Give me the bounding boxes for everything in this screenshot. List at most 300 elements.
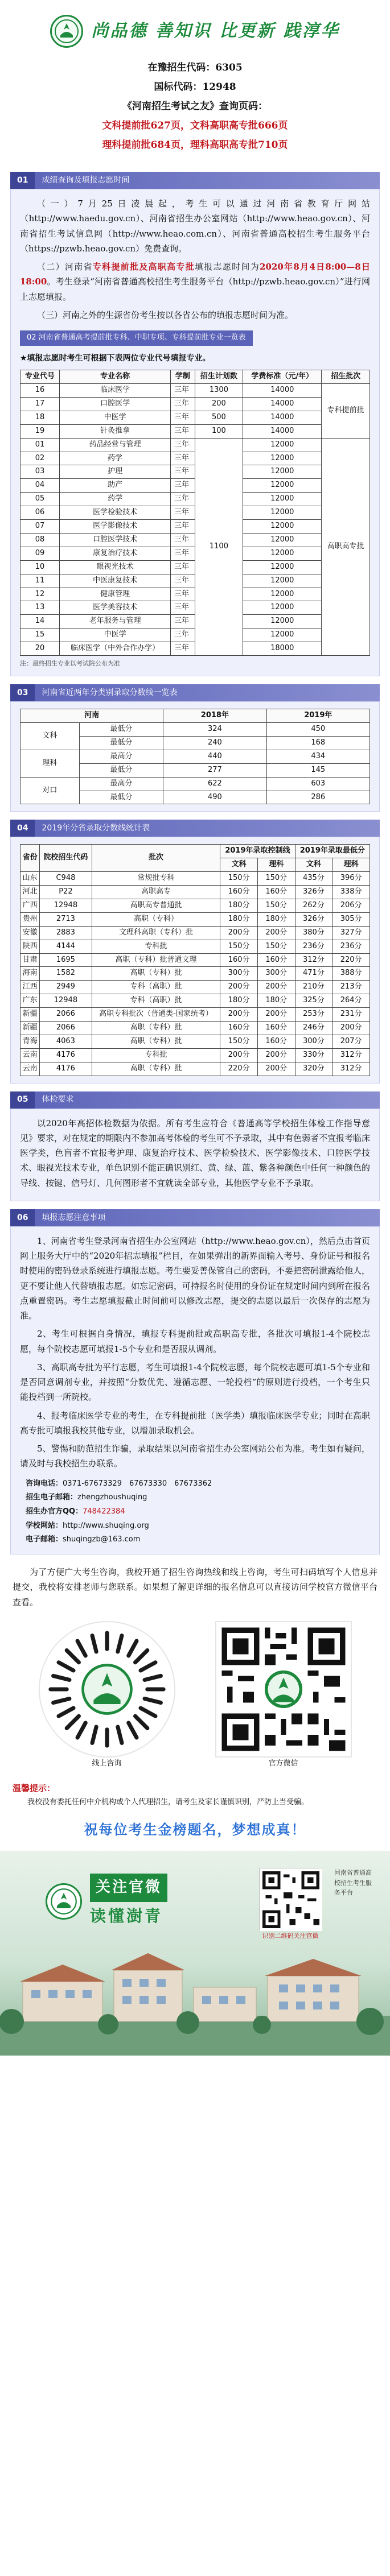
table-header-row xyxy=(20,709,370,723)
follow-block xyxy=(46,1874,167,1930)
cell-min-science: 396分 xyxy=(332,872,370,886)
cell-code: 2949 xyxy=(40,981,92,994)
tips-title: 温馨提示： xyxy=(13,1783,56,1793)
cell-name: 药学 xyxy=(60,493,171,506)
school-logo xyxy=(46,1883,82,1920)
cell-batch: 高职高专普通批 xyxy=(92,899,220,913)
col-min-score: 2019年录取最低分 xyxy=(295,845,370,858)
cell-min-arts: 326分 xyxy=(295,886,332,899)
cell-code: 01 xyxy=(20,438,60,452)
time-paragraph xyxy=(20,259,370,304)
cell-code: 4176 xyxy=(40,1062,92,1076)
cell-code: 04 xyxy=(20,479,60,493)
cell-name: 中医康复技术 xyxy=(60,574,171,588)
cell-control-arts: 200分 xyxy=(220,926,258,940)
cell-batch: 专科（高职）批 xyxy=(92,981,220,994)
province-score-body xyxy=(20,872,370,1076)
table-header-row xyxy=(20,370,370,384)
cell-code: C948 xyxy=(40,872,92,886)
contact-mail xyxy=(26,1533,370,1547)
note-4: 4、报考临床医学专业的考生，在专科提前批（医学类）填报临床医学专业；同时在高职高专批可填报我校其他专业，以增加录取机会。 xyxy=(20,1410,370,1436)
cell-code: 19 xyxy=(20,424,60,438)
cell-code: 10 xyxy=(20,560,60,574)
cell-min-science: 231分 xyxy=(332,1008,370,1022)
cell-years: 三年 xyxy=(171,493,195,506)
table-row xyxy=(20,899,370,913)
highlight-batch: 专科提前批及高职高专批 xyxy=(92,262,195,272)
cell-batch: 专科提前批 xyxy=(322,384,370,439)
contact-email xyxy=(26,1491,370,1505)
cell-min-science: 200分 xyxy=(332,1022,370,1035)
cell-control-science: 160分 xyxy=(257,1035,295,1048)
cell-min-arts: 312分 xyxy=(295,953,332,967)
qr-caption: 线上咨询 xyxy=(92,1759,122,1768)
table-row xyxy=(20,926,370,940)
cell-control-arts: 300分 xyxy=(220,967,258,981)
campus-illustration xyxy=(0,1947,390,2056)
cell-control-science: 150分 xyxy=(257,872,295,886)
cell-code: 12948 xyxy=(40,899,92,913)
cell-control-arts: 200分 xyxy=(220,1008,258,1022)
table-row xyxy=(20,967,370,981)
cell-province: 甘肃 xyxy=(20,953,40,967)
table-row xyxy=(20,872,370,886)
cell-control-science: 150分 xyxy=(257,940,295,953)
cell-years: 三年 xyxy=(171,384,195,398)
cell-min-science: 312分 xyxy=(332,1048,370,1062)
cell-batch: 常规批专科 xyxy=(92,872,220,886)
cell-min-science: 388分 xyxy=(332,967,370,981)
cell-name: 药学 xyxy=(60,452,171,465)
follow-subtitle: 读懂澍青 xyxy=(90,1906,163,1925)
national-code: 国标代码：12948 xyxy=(154,81,236,93)
section-title: 体检要求 xyxy=(42,1095,74,1105)
section-title: 成绩查询及填报志愿时间 xyxy=(42,175,130,185)
cell-control-science: 160分 xyxy=(257,886,295,899)
cell-code: 4144 xyxy=(40,940,92,953)
cell-min-arts: 253分 xyxy=(295,1008,332,1022)
cell-years: 三年 xyxy=(171,465,195,479)
cell-control-science: 180分 xyxy=(257,994,295,1008)
cell-years: 三年 xyxy=(171,398,195,411)
qr-online-consult[interactable] xyxy=(27,1621,187,1771)
text: 填报志愿时间为 xyxy=(194,262,260,272)
text: 。考生登录“河南省普通高校招生考生服务平台（http://pzwb.heao.gov.cn）”进行网上志愿填报。 xyxy=(20,276,370,302)
cell-min-science: 220分 xyxy=(332,953,370,967)
cell-item: 最高分 xyxy=(79,777,163,791)
cell-plan: 200 xyxy=(195,398,243,411)
miniprogram-code-icon[interactable] xyxy=(39,1621,175,1758)
contact-info xyxy=(20,1477,370,1547)
note-5: 5、警惕和防范招生诈骗，录取结果以河南省招生办公室网站公布为准。考生如有疑问，请及时与我校招生办联系。 xyxy=(20,1444,370,1469)
cell-2018: 622 xyxy=(163,777,266,791)
cell-code: 03 xyxy=(20,465,60,479)
table-row xyxy=(20,1035,370,1048)
table-row xyxy=(20,723,370,737)
cell-control-arts: 160分 xyxy=(220,1022,258,1035)
qq-value: 748422384 xyxy=(83,1507,125,1516)
section-02-header: 02 河南省普通高考提前批专科、中职专项、专科提前批专业一览表 xyxy=(20,330,253,346)
col-control-line: 2019年录取控制线 xyxy=(220,845,295,858)
cell-min-arts: 330分 xyxy=(295,1048,332,1062)
arts-pages: 文科提前批627页，文科高职高专批666页 xyxy=(102,120,288,131)
section-title: 河南省近两年分类别录取分数线一览表 xyxy=(42,688,178,697)
cell-years: 三年 xyxy=(171,479,195,493)
cell-control-science: 200分 xyxy=(257,1008,295,1022)
cell-min-arts: 300分 xyxy=(295,1035,332,1048)
website-link[interactable]: http://www.shuqing.org xyxy=(63,1521,149,1530)
table-row xyxy=(20,438,370,452)
cell-code: 4176 xyxy=(40,1048,92,1062)
other-province-paragraph: （三）河南之外的生源省份考生按以各省公布的填报志愿时间为准。 xyxy=(37,309,294,320)
cell-fee: 12000 xyxy=(243,438,322,452)
cell-control-arts: 180分 xyxy=(220,994,258,1008)
cell-code: 11 xyxy=(20,574,60,588)
cell-name: 助产 xyxy=(60,479,171,493)
cell-years: 三年 xyxy=(171,452,195,465)
cell-control-science: 200分 xyxy=(257,981,295,994)
cell-code: 16 xyxy=(20,384,60,398)
cell-min-science: 305分 xyxy=(332,912,370,926)
cell-batch: 高职（专科）批 xyxy=(92,967,220,981)
cell-control-science: 200分 xyxy=(257,1062,295,1076)
tips xyxy=(13,1781,377,1809)
cell-control-science: 160分 xyxy=(257,1022,295,1035)
cell-batch: 高职（专科）批普通文理 xyxy=(92,953,220,967)
cell-years: 三年 xyxy=(171,424,195,438)
table-row xyxy=(20,1062,370,1076)
qr-code-icon[interactable] xyxy=(259,1868,322,1930)
wish-banner: 祝每位考生金榜题名，梦想成真！ xyxy=(84,1821,306,1838)
cell-fee: 14000 xyxy=(243,411,322,424)
follow-title: 关注官微 xyxy=(90,1874,167,1902)
school-logo xyxy=(50,15,83,48)
col-science: 理科 xyxy=(257,858,295,872)
cell-item: 最低分 xyxy=(79,791,163,804)
cell-control-science: 180分 xyxy=(257,912,295,926)
cell-2019: 286 xyxy=(266,791,370,804)
qr-row xyxy=(0,1621,390,1771)
major-table-body xyxy=(20,384,370,656)
table-lead: ★填报志愿时考生可根据下表两位专业代号填报专业。 xyxy=(20,353,211,363)
cell-province: 云南 xyxy=(20,1048,40,1062)
table-row xyxy=(20,398,370,411)
cell-min-arts: 325分 xyxy=(295,994,332,1008)
cell-fee: 14000 xyxy=(243,398,322,411)
provincial-code: 在豫招生代码：6305 xyxy=(147,62,243,73)
cell-province: 新疆 xyxy=(20,1008,40,1022)
cell-min-science: 213分 xyxy=(332,981,370,994)
cell-code: 18 xyxy=(20,411,60,424)
table-header-row xyxy=(20,845,370,858)
cell-years: 三年 xyxy=(171,601,195,615)
table-row xyxy=(20,1008,370,1022)
cell-fee: 12000 xyxy=(243,533,322,547)
cell-fee: 12000 xyxy=(243,588,322,601)
cell-control-arts: 220分 xyxy=(220,1062,258,1076)
cell-code: 17 xyxy=(20,398,60,411)
qr-code-icon[interactable] xyxy=(215,1621,352,1758)
table-row xyxy=(20,424,370,438)
cell-fee: 12000 xyxy=(243,506,322,520)
section-number: 05 xyxy=(10,1091,35,1109)
cell-province: 云南 xyxy=(20,1062,40,1076)
cell-batch: 高职（专科）批 xyxy=(92,1062,220,1076)
province-score-table xyxy=(20,844,370,1076)
cell-min-arts: 236分 xyxy=(295,940,332,953)
query-paragraph: （一）7月25日凌晨起，考生可以通过河南省教育厅网站（http://www.haedu.gov.cn）、河南省招生办公室网站（http://www.heao.gov.cn）、河南省招生考试信息网（http://www.heao.com.cn）、河南省普通高校招生考生服务平台（https://pzwb.heao.gov.cn）免费查询。 xyxy=(20,199,370,254)
cell-2018: 240 xyxy=(163,736,266,750)
col-arts: 文科 xyxy=(220,858,258,872)
cell-plan: 1100 xyxy=(195,438,243,655)
cell-code: 20 xyxy=(20,642,60,656)
cell-province: 山东 xyxy=(20,872,40,886)
cell-2018: 277 xyxy=(163,763,266,777)
cell-min-arts: 320分 xyxy=(295,1062,332,1076)
admission-codes xyxy=(0,53,390,164)
cell-fee: 12000 xyxy=(243,547,322,560)
cell-batch: 高职专科批次（普通类-国家统考） xyxy=(92,1008,220,1022)
section-05-body xyxy=(10,1109,380,1201)
cell-years: 三年 xyxy=(171,629,195,642)
footer-banner xyxy=(0,1851,390,2056)
cell-name: 临床医学（中外合作办学） xyxy=(60,642,171,656)
table-row xyxy=(20,777,370,791)
cell-2019: 434 xyxy=(266,750,370,763)
cell-fee: 12000 xyxy=(243,479,322,493)
section-04-body xyxy=(10,837,380,1083)
cell-name: 眼视光技术 xyxy=(60,560,171,574)
qr-caption: 官方微信 xyxy=(268,1759,298,1768)
cell-fee: 12000 xyxy=(243,493,322,506)
school-emblem-icon xyxy=(50,1887,78,1916)
cell-control-arts: 150分 xyxy=(220,1035,258,1048)
cell-min-science: 327分 xyxy=(332,926,370,940)
section-number: 06 xyxy=(10,1209,35,1226)
cell-code: 02 xyxy=(20,452,60,465)
query-title: 《河南招生考试之友》查询页码： xyxy=(122,101,268,112)
section-01-body xyxy=(10,189,380,676)
cell-name: 针灸推拿 xyxy=(60,424,171,438)
cell-code: P22 xyxy=(40,886,92,899)
cell-province: 青海 xyxy=(20,1035,40,1048)
cell-batch: 专科批 xyxy=(92,940,220,953)
cell-province: 广东 xyxy=(20,994,40,1008)
footer-qr-caption: 识别二维码关注官微 xyxy=(262,1932,319,1940)
cell-name: 临床医学 xyxy=(60,384,171,398)
school-emblem-icon xyxy=(54,18,80,44)
cell-province: 贵州 xyxy=(20,912,40,926)
qr-official-wechat[interactable] xyxy=(204,1621,363,1771)
table-row xyxy=(20,886,370,899)
table-row xyxy=(20,1022,370,1035)
cell-code: 05 xyxy=(20,493,60,506)
section-03-header xyxy=(10,684,380,701)
score-history-body xyxy=(20,723,370,804)
follow-words xyxy=(90,1874,167,1930)
cell-code: 2066 xyxy=(40,1008,92,1022)
section-03-body xyxy=(10,701,380,812)
label: 招生电子邮箱： xyxy=(26,1493,78,1502)
cell-province: 新疆 xyxy=(20,1022,40,1035)
cell-min-science: 338分 xyxy=(332,886,370,899)
cell-category: 文科 xyxy=(20,723,80,750)
cell-control-arts: 200分 xyxy=(220,981,258,994)
cell-control-science: 300分 xyxy=(257,967,295,981)
note-1: 1、河南省考生登录河南省招生办公室网站（http://www.heao.gov.cn），然后点击首页网上服务大厅中的“2020年招志填报”栏目，在如果弹出的新界面输入考号、身份证号和报名时使用的密码登录系统进行填报志愿。考生要妥善保管自己的密码，不要把密码泄露给他人，更不要让他人代替填报志愿。如忘记密码，可持报名时使用的身份证在规定时间内到所在报名点重置密码。考生志愿填报截止时间前可以修改志愿，提交的志愿以最后一次保存的志愿为准。 xyxy=(20,1235,371,1321)
note-2: 2、考生可根据自身情况，填报专科提前批或高职高专批，各批次可填报1-4个院校志愿，每个院校志愿可填报1-5个专业和是否服从调剂。 xyxy=(20,1329,370,1354)
cell-2018: 490 xyxy=(163,791,266,804)
cell-code: 2883 xyxy=(40,926,92,940)
cell-code: 1582 xyxy=(40,967,92,981)
cell-fee: 18000 xyxy=(243,642,322,656)
col-arts: 文科 xyxy=(295,858,332,872)
science-pages: 理科提前批684页，理科高职高专批710页 xyxy=(102,139,288,151)
consult-intro: 为了方便广大考生咨询，我校开通了招生咨询热线和线上咨询，考生可扫码填写个人信息并提交，我校将安排老师与您联系。如果想了解更详细的报名信息可以直接访问学校官方微信平台查看。 xyxy=(13,1567,377,1607)
cell-2018: 324 xyxy=(163,723,266,737)
email-value: zhengzhoushuqing xyxy=(77,1493,147,1502)
cell-min-arts: 435分 xyxy=(295,872,332,886)
cell-control-arts: 180分 xyxy=(220,912,258,926)
table-row xyxy=(20,940,370,953)
cell-fee: 12000 xyxy=(243,452,322,465)
note-3: 3、高职高专批为平行志愿，考生可填报1-4个院校志愿，每个院校志愿可填1-5个专业和是否同意调剂专业，并按照“分数优先、遵循志愿、一轮投档”的原则进行投档，一个考生只能投档到一所院校。 xyxy=(20,1362,370,1403)
cell-years: 三年 xyxy=(171,615,195,629)
cell-code: 4063 xyxy=(40,1035,92,1048)
cell-batch: 高职高专批 xyxy=(322,438,370,655)
cell-years: 三年 xyxy=(171,520,195,534)
cell-2019: 168 xyxy=(266,736,370,750)
cell-control-arts: 160分 xyxy=(220,886,258,899)
cell-2019: 145 xyxy=(266,763,370,777)
cell-code: 2713 xyxy=(40,912,92,926)
cell-2019: 450 xyxy=(266,723,370,737)
section-04-header xyxy=(10,820,380,837)
text: （二）河南省 xyxy=(37,262,93,272)
section-06-body xyxy=(10,1226,380,1554)
cell-fee: 12000 xyxy=(243,574,322,588)
col-years: 学制 xyxy=(171,370,195,384)
cell-years: 三年 xyxy=(171,560,195,574)
cell-control-science: 160分 xyxy=(257,953,295,967)
mail-link[interactable]: shuqingzb@163.com xyxy=(63,1535,141,1544)
cell-min-arts: 380分 xyxy=(295,926,332,940)
cell-batch: 高职高专 xyxy=(92,886,220,899)
table-row xyxy=(20,912,370,926)
table-row xyxy=(20,981,370,994)
highlight-time: 2020年8月4日8:00—8日18:00 xyxy=(20,262,370,287)
tips-text: 我校没有委托任何中介机构或个人代理招生，请考生及家长谨慎识别，严防上当受骗。 xyxy=(27,1797,309,1806)
cell-batch: 专科批 xyxy=(92,1048,220,1062)
cell-control-science: 200分 xyxy=(257,1048,295,1062)
cell-min-science: 206分 xyxy=(332,899,370,913)
cell-batch: 高职（专科）批 xyxy=(92,1035,220,1048)
cell-control-arts: 180分 xyxy=(220,899,258,913)
section-number: 04 xyxy=(10,820,35,837)
table-row xyxy=(20,953,370,967)
cell-min-arts: 471分 xyxy=(295,967,332,981)
cell-code: 09 xyxy=(20,547,60,560)
cell-name: 护理 xyxy=(60,465,171,479)
cell-fee: 12000 xyxy=(243,629,322,642)
contact-qq xyxy=(26,1505,370,1519)
cell-plan: 500 xyxy=(195,411,243,424)
cell-plan: 1300 xyxy=(195,384,243,398)
cell-min-arts: 246分 xyxy=(295,1022,332,1035)
school-motto: 尚品德 善知识 比更新 践淳华 xyxy=(91,20,340,41)
section-05-header xyxy=(10,1091,380,1109)
cell-min-science: 236分 xyxy=(332,940,370,953)
cell-category: 对口 xyxy=(20,777,80,804)
cell-name: 药品经营与管理 xyxy=(60,438,171,452)
cell-name: 健康管理 xyxy=(60,588,171,601)
cell-min-arts: 262分 xyxy=(295,899,332,913)
cell-code: 12 xyxy=(20,588,60,601)
section-title: 2019年分省录取分数线统计表 xyxy=(42,824,150,833)
cell-name: 医学检验技术 xyxy=(60,506,171,520)
cell-min-science: 264分 xyxy=(332,994,370,1008)
col-fee: 学费标准（元/年） xyxy=(243,370,322,384)
contact-phone xyxy=(26,1477,370,1491)
major-table xyxy=(20,370,370,656)
cell-province: 广西 xyxy=(20,899,40,913)
cell-control-arts: 160分 xyxy=(220,953,258,967)
cell-2018: 440 xyxy=(163,750,266,763)
cell-years: 三年 xyxy=(171,506,195,520)
health-paragraph: 以2020年高招体检数据为依据。所有考生应符合《普通高等学校招生体检工作指导意见》要求，对在规定的期限内不参加高考体检的考生可不予录取，其中有色弱者不宜报考临床医学类，色盲者不宜报考护理、康复治疗技术、医学检验技术、医学影像技术、口腔医学技术、眼视光技术专业，单色识别不能正确识别红、黄、绿、蓝、紫各种颜色中任何一种颜色的导线、按键、信号灯、几何图形者不宜就读全部专业，其他医学专业不予录取。 xyxy=(20,1118,371,1188)
table-note: 注：最终招生专业以考试院公布为准 xyxy=(20,659,120,667)
cell-fee: 14000 xyxy=(243,384,322,398)
cell-province: 河北 xyxy=(20,886,40,899)
footer-side-text: 河南省普通高校招生考生服务平台 xyxy=(334,1869,372,1897)
year-2018-header: 2018年 xyxy=(163,709,266,723)
header xyxy=(0,0,390,53)
footer-qr[interactable] xyxy=(259,1868,322,1941)
section-01-header xyxy=(10,172,380,189)
cell-years: 三年 xyxy=(171,438,195,452)
cell-code: 14 xyxy=(20,615,60,629)
cell-fee: 12000 xyxy=(243,601,322,615)
cell-2019: 603 xyxy=(266,777,370,791)
cell-code: 08 xyxy=(20,533,60,547)
cell-control-science: 150分 xyxy=(257,899,295,913)
section-06-header xyxy=(10,1209,380,1226)
cell-code: 2066 xyxy=(40,1022,92,1035)
section-number: 01 xyxy=(10,172,35,189)
cell-province: 海南 xyxy=(20,967,40,981)
cell-fee: 14000 xyxy=(243,424,322,438)
cell-years: 三年 xyxy=(171,588,195,601)
label: 电子邮箱： xyxy=(26,1535,63,1544)
contact-web xyxy=(26,1519,370,1533)
cell-years: 三年 xyxy=(171,642,195,656)
phone-value[interactable]: 0371-67673329 67673330 67673362 xyxy=(63,1479,212,1488)
col-code: 专业代号 xyxy=(20,370,60,384)
cell-min-arts: 326分 xyxy=(295,912,332,926)
cell-batch: 高职（专科）批 xyxy=(92,1022,220,1035)
cell-fee: 12000 xyxy=(243,615,322,629)
section-number: 03 xyxy=(10,684,35,701)
cell-fee: 12000 xyxy=(243,520,322,534)
cell-batch: 文理科高职（专科）批 xyxy=(92,926,220,940)
cell-name: 医学影像技术 xyxy=(60,520,171,534)
cell-province: 陕西 xyxy=(20,940,40,953)
cell-name: 中医学 xyxy=(60,411,171,424)
cell-province: 安徽 xyxy=(20,926,40,940)
cell-min-science: 207分 xyxy=(332,1035,370,1048)
table-row xyxy=(20,384,370,398)
col-plan: 招生计划数 xyxy=(195,370,243,384)
